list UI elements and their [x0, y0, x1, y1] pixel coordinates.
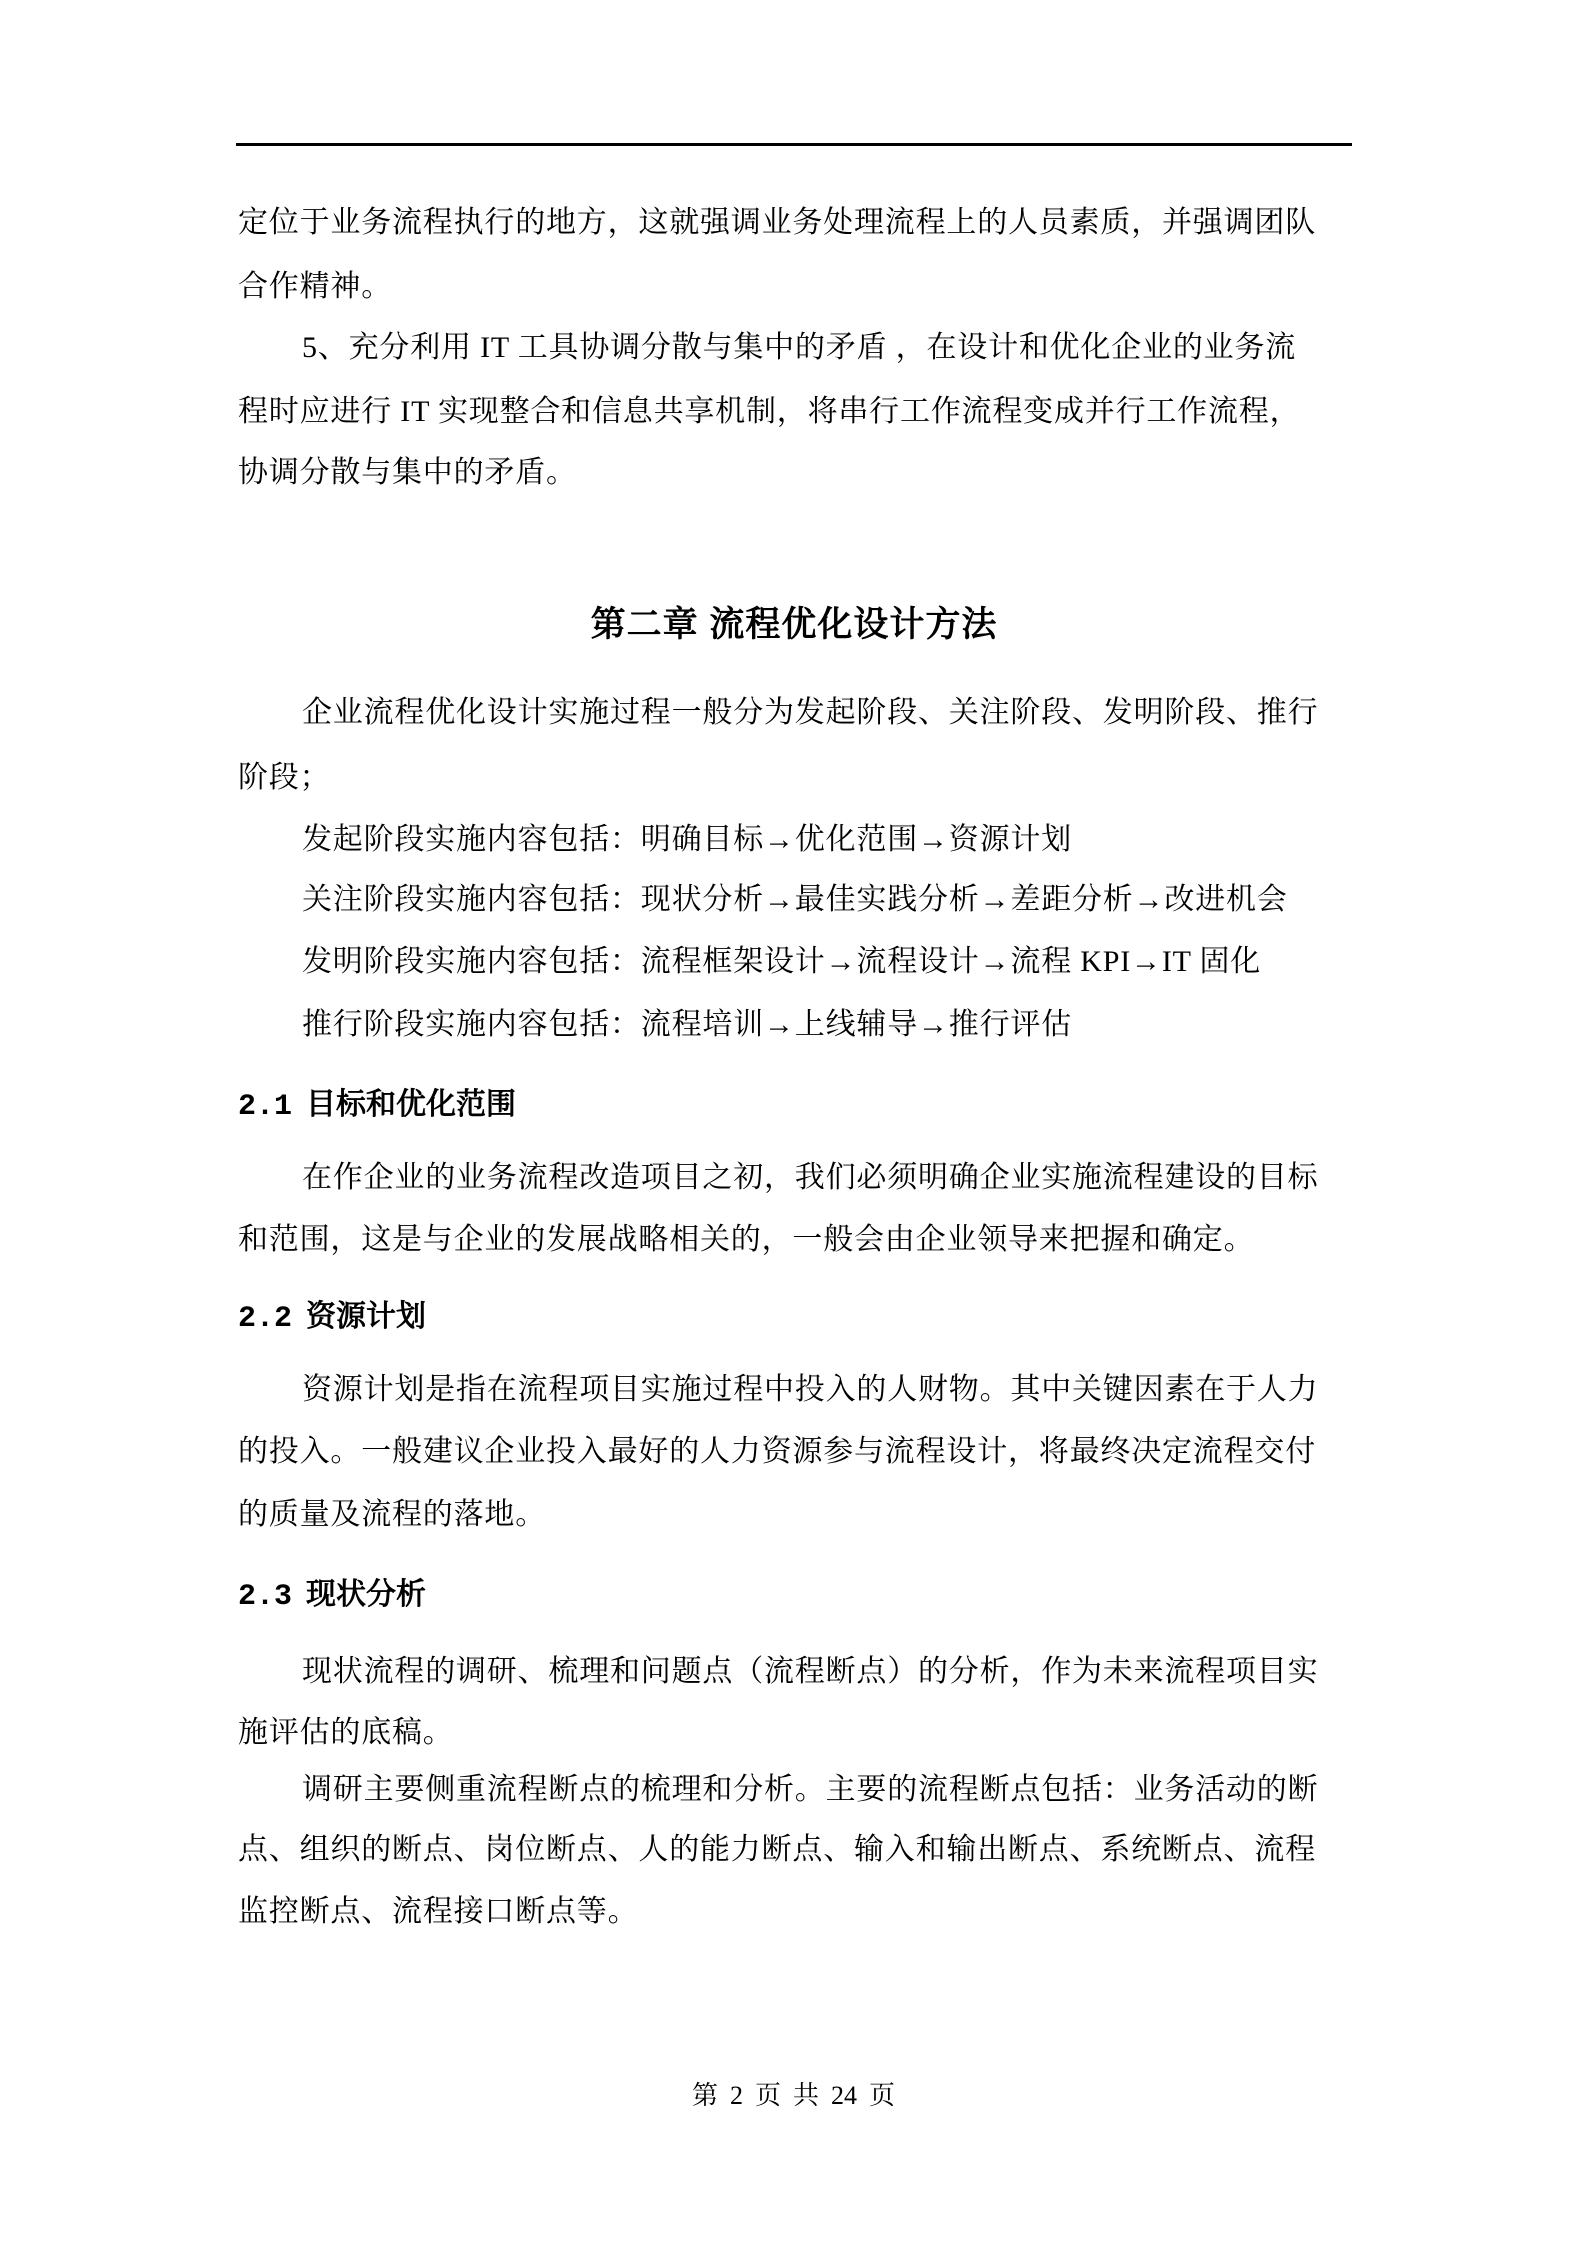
paragraph-line: 的投入。一般建议企业投入最好的人力资源参与流程设计，将最终决定流程交付 [238, 1435, 1316, 1468]
section-number: 2.2 [238, 1302, 293, 1336]
header-rule [236, 143, 1352, 146]
paragraph-line: 阶段； [238, 761, 331, 794]
paragraph-line: 企业流程优化设计实施过程一般分为发起阶段、关注阶段、发明阶段、推行 [302, 696, 1319, 729]
paragraph-line: 调研主要侧重流程断点的梳理和分析。主要的流程断点包括：业务活动的断 [302, 1773, 1319, 1806]
paragraph-line: 点、组织的断点、岗位断点、人的能力断点、输入和输出断点、系统断点、流程 [238, 1833, 1316, 1866]
section-title: 目标和优化范围 [306, 1088, 517, 1121]
phase-item: 关注阶段实施内容包括：现状分析→最佳实践分析→差距分析→改进机会 [302, 883, 1288, 916]
phase-item: 推行阶段实施内容包括：流程培训→上线辅导→推行评估 [302, 1008, 1072, 1041]
paragraph-line: 在作企业的业务流程改造项目之初，我们必须明确企业实施流程建设的目标 [302, 1161, 1319, 1194]
chapter-title: 第二章 流程优化设计方法 [590, 605, 998, 644]
paragraph-line: 的质量及流程的落地。 [238, 1498, 546, 1531]
paragraph-line: 和范围，这是与企业的发展战略相关的，一般会由企业领导来把握和确定。 [238, 1223, 1255, 1256]
section-number: 2.3 [238, 1580, 293, 1614]
section-title: 现状分析 [306, 1578, 427, 1611]
current-page-number: 2 [729, 2081, 743, 2110]
section-number: 2.1 [238, 1090, 293, 1124]
paragraph-line: 合作精神。 [238, 270, 392, 303]
section-heading [238, 1297, 426, 1337]
phase-item: 发明阶段实施内容包括：流程框架设计→流程设计→流程 KPI→IT 固化 [302, 945, 1262, 978]
paragraph-line: 施评估的底稿。 [238, 1716, 454, 1749]
paragraph-line: 定位于业务流程执行的地方，这就强调业务处理流程上的人员素质，并强调团队 [238, 206, 1316, 239]
section-heading [238, 1085, 516, 1125]
paragraph-line: 协调分散与集中的矛盾。 [238, 456, 577, 489]
total-pages-number: 24 [831, 2081, 858, 2110]
footer-page-word: 页 [754, 2081, 781, 2110]
phase-item: 发起阶段实施内容包括：明确目标→优化范围→资源计划 [302, 823, 1072, 856]
page-footer [0, 2080, 1587, 2112]
paragraph-line: 程时应进行 IT 实现整合和信息共享机制，将串行工作流程变成并行工作流程， [238, 395, 1301, 428]
paragraph-line: 资源计划是指在流程项目实施过程中投入的人财物。其中关键因素在于人力 [302, 1373, 1319, 1406]
paragraph-line: 5、充分利用 IT 工具协调分散与集中的矛盾 ，在设计和优化企业的业务流 [302, 331, 1297, 364]
footer-total-prefix: 共 [793, 2081, 820, 2110]
footer-suffix: 页 [869, 2081, 896, 2110]
section-heading [238, 1575, 426, 1615]
footer-prefix: 第 [691, 2081, 718, 2110]
paragraph-line: 监控断点、流程接口断点等。 [238, 1895, 639, 1928]
section-title: 资源计划 [306, 1300, 427, 1333]
paragraph-line: 现状流程的调研、梳理和问题点（流程断点）的分析，作为未来流程项目实 [302, 1655, 1319, 1688]
